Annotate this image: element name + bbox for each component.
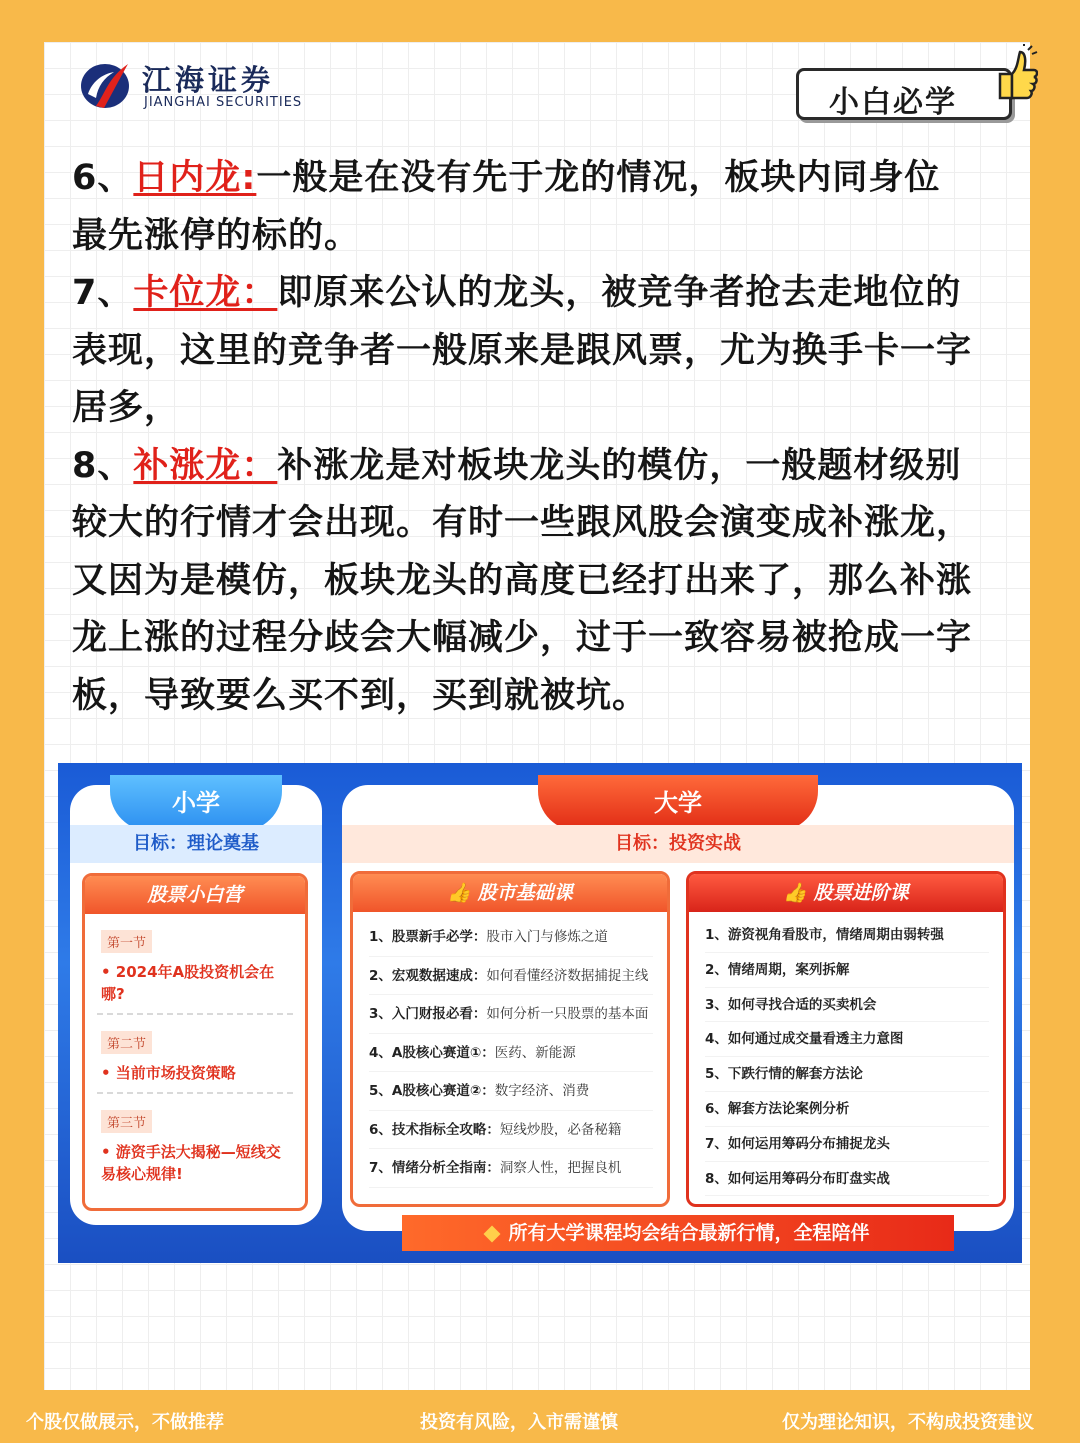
item-text: 板，导致要么买不到，买到就被坑。 — [72, 675, 649, 716]
course-head: 2、宏观数据速成： — [369, 967, 487, 984]
course-footer-bar — [402, 1215, 954, 1251]
section-tag: 第二节 — [101, 1031, 152, 1054]
advanced-course-box — [686, 871, 1006, 1207]
box-title — [353, 874, 667, 912]
divider — [97, 1013, 293, 1015]
basic-course-title: 股市基础课 — [477, 882, 573, 904]
term-highlight: 日内龙: — [133, 158, 257, 198]
divider — [97, 1092, 293, 1094]
list-item: 4、如何通过成交量看透主力意图 — [705, 1022, 989, 1057]
must-learn-badge — [796, 68, 1012, 120]
thumbs-up-icon: 👍 — [783, 882, 814, 904]
item-text: 较大的行情才会出现。有时一些跟风股会演变成补涨龙， — [72, 503, 973, 543]
list-item: 6、解套方法论案例分析 — [705, 1092, 989, 1127]
item-number: 8、 — [72, 445, 134, 486]
advanced-course-title: 股票进阶课 — [813, 882, 909, 904]
thumbs-up-icon — [992, 44, 1038, 102]
course-banner — [58, 763, 1022, 1263]
badge-label: 小白必学 — [829, 85, 957, 120]
term-highlight: 补涨龙： — [133, 445, 278, 486]
advanced-course-list — [689, 912, 1003, 1196]
list-item — [369, 1149, 653, 1188]
university-panel — [342, 785, 1014, 1244]
course-desc: 数字经济、消费 — [494, 1083, 590, 1099]
item-text: 又因为是模仿，板块龙头的高度已经打出来了，那么补涨 — [72, 560, 973, 601]
list-item — [72, 150, 1012, 265]
basic-course-list — [353, 912, 667, 1188]
list-item — [369, 995, 653, 1034]
course-desc: 如何看懂经济数据捕捉主线 — [486, 967, 649, 984]
list-item — [369, 1034, 653, 1073]
disclaimer-left: 个股仅做展示，不做推荐 — [26, 1412, 224, 1433]
list-item: 8、如何运用筹码分布盯盘实战 — [705, 1162, 989, 1197]
logo-english-name: JIANGHAI SECURITIES — [144, 95, 303, 110]
box-title: 股票小白营 — [85, 876, 305, 914]
section-title: • 游资手法大揭秘—短线交易核心规律! — [101, 1143, 281, 1183]
item-text: 居多， — [72, 388, 181, 428]
diamond-icon — [484, 1225, 501, 1242]
course-desc: 股市入门与修炼之道 — [486, 929, 608, 945]
basic-course-box — [350, 871, 670, 1207]
course-desc: 短线炒股，必备秘籍 — [499, 1121, 622, 1138]
course-desc: 洞察人性，把握良机 — [499, 1160, 622, 1176]
disclaimer-center: 投资有风险，入市需谨慎 — [420, 1412, 618, 1433]
course-desc: 医药、新能源 — [494, 1044, 576, 1061]
course-desc: 如何分析一只股票的基本面 — [486, 1006, 649, 1022]
disclaimer-right: 仅为理论知识，不构成投资建议 — [782, 1412, 1034, 1433]
footer-text: 所有大学课程均会结合最新行情，全程陪伴 — [508, 1222, 870, 1244]
term-highlight: 卡位龙： — [133, 273, 278, 313]
list-item: 1、游资视角看股市，情绪周期由弱转强 — [705, 918, 989, 953]
list-item: 3、如何寻找合适的买卖机会 — [705, 988, 989, 1023]
jianghai-logo — [78, 56, 338, 116]
list-item: 5、下跌行情的解套方法论 — [705, 1057, 989, 1092]
item-text: 一般是在没有先于龙的情况，板块内同身位 — [256, 158, 941, 198]
list-item — [369, 1111, 653, 1150]
jianghai-logo-icon — [78, 56, 136, 114]
tab-university: 大学 — [538, 775, 818, 831]
item-text: 补涨龙是对板块龙头的模仿，一般题材级别 — [277, 445, 962, 486]
list-item: 7、如何运用筹码分布捕捉龙头 — [705, 1127, 989, 1162]
university-goal: 目标：投资实战 — [342, 825, 1014, 863]
item-text: 最先涨停的标的。 — [72, 215, 361, 256]
list-item — [369, 1072, 653, 1111]
item-number: 7、 — [72, 273, 134, 313]
item-text: 即原来公认的龙头，被竞争者抢去走地位的 — [277, 273, 962, 313]
primary-panel — [70, 785, 322, 1225]
course-head: 5、A股核心赛道②： — [369, 1083, 495, 1099]
list-item — [72, 265, 1012, 438]
tab-primary: 小学 — [110, 775, 282, 831]
list-item: 2、情绪周期，案列拆解 — [705, 953, 989, 988]
section-tag: 第三节 — [101, 1110, 152, 1133]
course-head: 3、入门财报必看： — [369, 1006, 487, 1022]
thumbs-up-icon: 👍 — [447, 882, 478, 904]
section-tag: 第一节 — [101, 930, 152, 953]
article-body — [72, 150, 1012, 725]
course-head: 4、A股核心赛道①： — [369, 1044, 495, 1061]
section-title: • 2024年A股投资机会在哪? — [101, 963, 275, 1003]
logo-chinese-name: 江海证券 — [142, 63, 275, 97]
section-title: • 当前市场投资策略 — [101, 1064, 236, 1082]
course-head: 7、情绪分析全指南： — [369, 1160, 500, 1176]
item-text: 表现，这里的竞争者一般原来是跟风票，尤为换手卡一字 — [72, 330, 973, 371]
list-item — [369, 918, 653, 957]
course-head: 6、技术指标全攻略： — [369, 1121, 500, 1138]
box-title — [689, 874, 1003, 912]
primary-goal: 目标：理论奠基 — [70, 825, 322, 863]
list-item — [369, 957, 653, 996]
course-head: 1、股票新手必学： — [369, 929, 487, 945]
beginner-camp-box — [82, 873, 308, 1211]
item-number: 6、 — [72, 158, 134, 198]
item-text: 龙上涨的过程分歧会大幅减少，过于一致容易被抢成一字 — [72, 618, 973, 658]
list-item — [72, 438, 1012, 726]
